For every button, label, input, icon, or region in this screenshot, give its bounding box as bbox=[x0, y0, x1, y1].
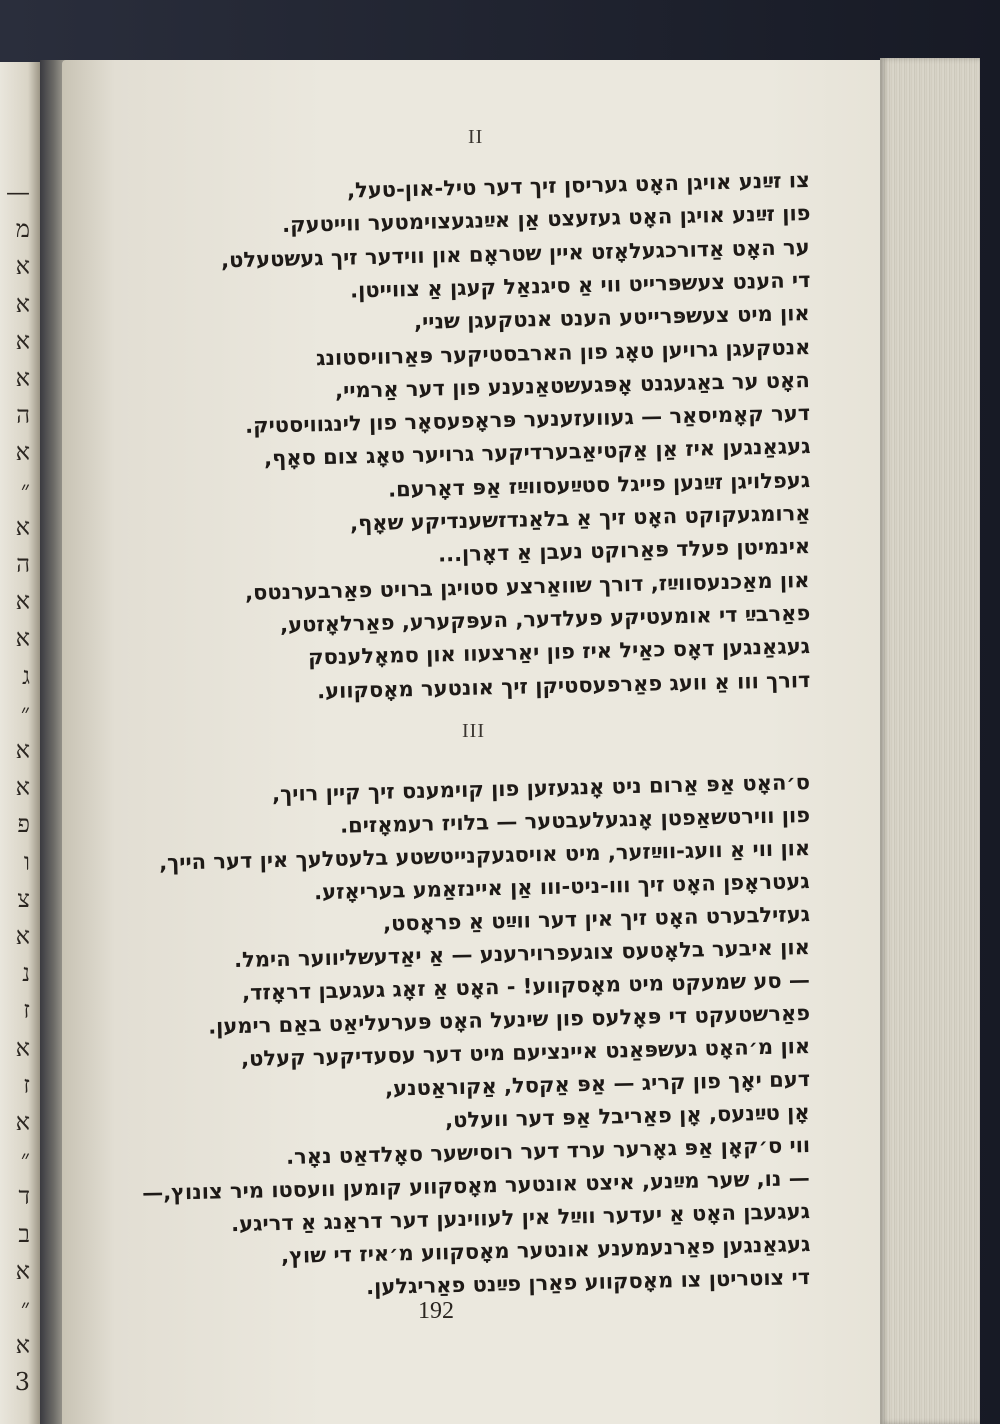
poem-line: פאַרבײַ די אומעטיקע פעלדער, העפּקערע, פאַרלאָזטע, bbox=[279, 600, 811, 637]
poem-line: אינמיטן פעלד פּאַרוקט נעבן אַ דאָרן... bbox=[437, 534, 811, 567]
left-margin-glyph: ב bbox=[18, 1219, 30, 1248]
left-margin-glyph: א bbox=[15, 289, 30, 318]
poem-line: און איבער בלאָטעס צוגעפרוירענע — אַ יאַדעשליווער הימל. bbox=[234, 935, 811, 973]
poem-line: ער האָט אַדורכגעלאָזט איין שטראָם און ווידער זיך געשטעלט, bbox=[221, 234, 811, 272]
left-margin-glyph: א bbox=[15, 1256, 30, 1285]
left-margin-glyph: ״ bbox=[20, 1145, 30, 1174]
left-margin-glyph: א bbox=[15, 364, 30, 392]
poem-line: ווי ס׳קאָן אַפּ גאָרער ערד דער רוסישער סאָלדאַט נאָר. bbox=[285, 1133, 811, 1169]
left-margin-glyph: א bbox=[15, 736, 30, 764]
poem-line: די צוטריטן צו מאָסקווע פאַרן פײַנט פאַריגלען. bbox=[365, 1265, 811, 1300]
poem-line: געזילבערט האָט זיך אין דער ווײַט אַ פראָסט, bbox=[382, 902, 811, 936]
left-margin-glyph: א bbox=[15, 512, 30, 541]
poem-line: און מיט צעשפּרייטע הענט אנטקעגן שניי, bbox=[414, 301, 811, 335]
section-number-2: II bbox=[468, 126, 484, 148]
poem-line: און ווי אַ וועג-ווײַזער, מיט אויסגעקנייטשטע בלעטלעך אין דער הייך, bbox=[158, 836, 811, 875]
poem-line: אַרומגעקוקט האָט זיך אַ בלאַנדזשענדיקע שאָף, bbox=[349, 501, 811, 536]
left-margin-glyph: א bbox=[15, 326, 30, 355]
left-margin-glyph: א bbox=[15, 922, 30, 950]
poem-line: צו זײַנע אויגן האָט געריסן זיך דער טיל-און-טעל, bbox=[347, 168, 811, 203]
poem-line: די הענט צעשפּרייט ווי אַ סיגנאַל קעגן אַ צווייטן. bbox=[349, 267, 811, 303]
poem-line: פון ווירטשאַפטן אָנגעלעבטער — בלויז רעמאָזים. bbox=[339, 803, 811, 838]
left-margin-glyph: נ bbox=[22, 959, 30, 988]
left-margin-glyph: צ bbox=[17, 884, 30, 913]
page-number: 192 bbox=[418, 1298, 454, 1324]
poem-line: געגאַנגען פאַרנעמענע אונטער מאָסקווע מ׳איז די שוץ, bbox=[280, 1232, 811, 1269]
left-margin-glyph: פ bbox=[17, 810, 30, 839]
poem-line: ס׳האָט אַפּ אַרום ניט אָנגעזען פון קוימענס זיך קיין רויך, bbox=[271, 770, 811, 807]
poem-line: געגאַנגען איז אַן אַקטיאַבערדיקער גרויער טאָג צום סאָף, bbox=[263, 434, 811, 471]
poem-line: דער קאָמיסאַר — געוועזענער פּראָפעסאָר פון לינגוויסטיק. bbox=[244, 401, 811, 438]
poem-line: פון זײַנע אויגן האָט געזעצט אַן אײַנגעצוימטער ווייטעק. bbox=[281, 201, 811, 238]
left-margin-glyph: ג bbox=[22, 661, 30, 690]
poem-line: — נו, שער מײַנע, איצט אונטער מאָסקווע קומען וועסטו מיר צונוץ,— bbox=[142, 1166, 811, 1206]
section-number-3: III bbox=[462, 720, 485, 742]
poem-line: געפלויגן זײַנען פייגל סטײַעסווײַז אַפּ דאָרעם. bbox=[387, 467, 811, 502]
left-margin-glyph: א bbox=[15, 624, 30, 653]
left-margin-glyph: 3 bbox=[14, 1368, 30, 1397]
left-margin-glyph: ״ bbox=[20, 698, 30, 727]
poem-line: אנטקעגן גרויען טאָג פון הארבסטיקער פּאַרוויסטונג bbox=[315, 334, 811, 370]
poem-line: — סע שמעקט מיט מאָסקווע! - האָט אַ זאָג געגעבן דראָזד, bbox=[241, 968, 811, 1005]
left-margin-glyph: — bbox=[6, 178, 30, 206]
poem-line: האָט ער באַגעגנט אָפּגעשטאַנענע פון דער אַרמיי, bbox=[335, 367, 811, 403]
poem-line: געגעבן האָט אַ יעדער ווײַל אין לעווינען דער דראַנג אַ דריגע. bbox=[230, 1199, 811, 1237]
left-margin-glyph: א bbox=[15, 252, 30, 281]
left-margin-glyph: ד bbox=[18, 1182, 30, 1211]
poem-line: און מ׳האָט געשפּאַנט איינציעם מיט דער עסעדיקער קעלט, bbox=[240, 1034, 811, 1071]
left-margin-glyph: א bbox=[15, 773, 30, 802]
poem-line: געגאַנגען דאָס כאַיל איז פון יאַרצעוו און סמאָלענסק bbox=[307, 634, 811, 670]
left-margin-glyph: ״ bbox=[20, 475, 30, 504]
left-margin-glyph: א bbox=[15, 1331, 30, 1360]
left-margin-glyph: ה bbox=[16, 401, 30, 430]
poem-line: אָן טײַנעס, אָן פאַריבל אַפּ דער וועלט, bbox=[445, 1100, 811, 1133]
poem-line: געטראָפן האָט זיך ווו-ניט-ווו אַן איינזאַמע בעריאָזע. bbox=[314, 869, 811, 905]
left-margin-glyph: מ bbox=[15, 215, 30, 244]
left-margin-glyph: ז bbox=[23, 1070, 30, 1099]
left-margin-glyph: א bbox=[15, 1108, 30, 1136]
poem-line: דורך ווו אַ וועג פאַרפעסטיקן זיך אונטער מאָסקווע. bbox=[316, 667, 811, 703]
poem-line: פאַרשטעקט די פּאָלעס פון שינעל האָט פּערעליאַט באַם רימען. bbox=[207, 1001, 811, 1039]
left-margin-glyph: ״ bbox=[20, 1294, 30, 1322]
left-margin-glyph: ו bbox=[23, 847, 30, 876]
left-margin-glyph: א bbox=[15, 587, 30, 616]
left-margin-glyph: א bbox=[15, 438, 30, 467]
left-margin-glyph: ה bbox=[16, 550, 30, 578]
left-margin-glyph: ז bbox=[23, 996, 30, 1025]
left-margin-glyph: א bbox=[15, 1033, 30, 1062]
poem-line: און מאַכנעסווײַז, דורך שוואַרצע סטויגן ברויט פאַרבערנטס, bbox=[245, 567, 811, 605]
poem-line: דעם יאָך פון קריג — אַפּ אַקסל, אַקוראַטנע, bbox=[384, 1067, 811, 1101]
